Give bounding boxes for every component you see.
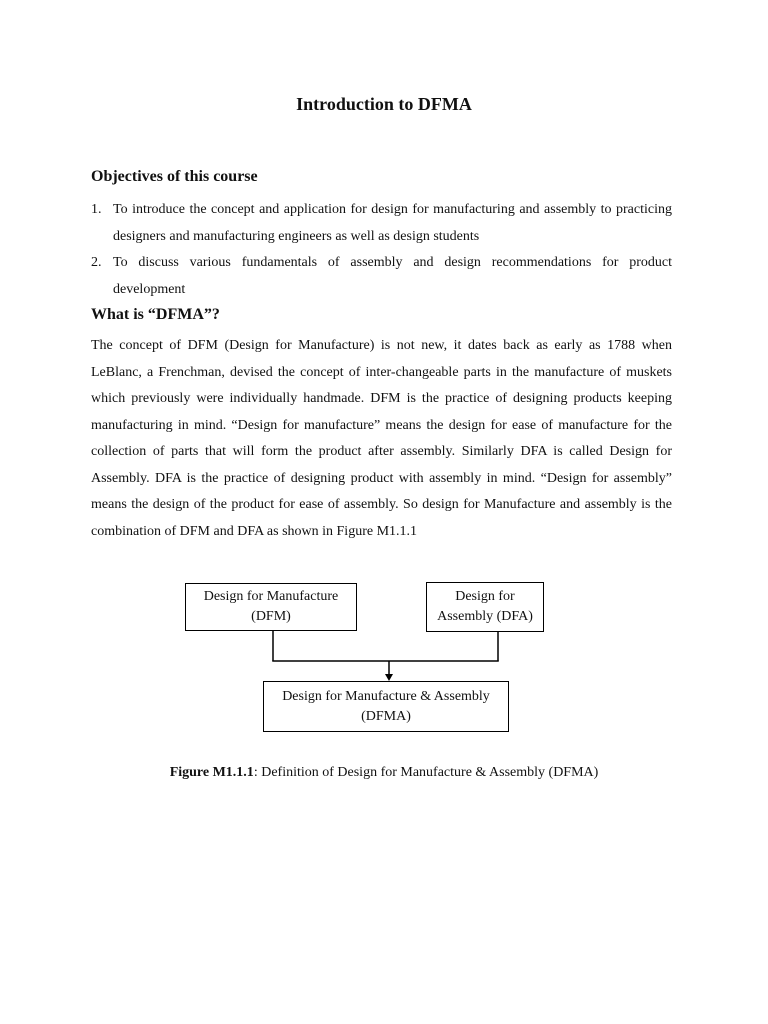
list-item-number: 2. xyxy=(91,255,102,270)
dfma-box-line1: Design for Manufacture & Assembly xyxy=(282,688,490,704)
dfm-box-line1: Design for Manufacture xyxy=(203,589,339,604)
what-is-dfma-heading: What is “DFMA”? xyxy=(91,306,220,323)
dfma-box-line2: (DFMA) xyxy=(361,708,411,724)
arrowhead-icon xyxy=(385,674,393,681)
list-item-text: To introduce the concept and application for design for manufacturing and assembly to practicing designers and manufacturing engineers as well as design students xyxy=(113,202,672,244)
dfm-box xyxy=(185,583,357,631)
figure-caption-text: : Definition of Design for Manufacture & Assembly (DFMA) xyxy=(253,765,599,780)
objectives-list xyxy=(91,197,672,303)
list-item xyxy=(91,250,672,303)
page-title: Introduction to DFMA xyxy=(296,94,472,114)
list-item-number: 1. xyxy=(91,202,102,217)
list-item-text: To discuss various fundamentals of assembly and design recommendations for product development xyxy=(113,255,672,297)
dfa-box-line1: Design for xyxy=(455,589,515,604)
dfma-box xyxy=(263,681,509,732)
objectives-heading: Objectives of this course xyxy=(91,168,258,185)
figure-caption xyxy=(0,765,768,781)
dfa-box xyxy=(426,582,544,632)
dfa-box-line2: Assembly (DFA) xyxy=(437,609,533,624)
list-item xyxy=(91,197,672,250)
figure-caption-label: Figure M1.1.1 xyxy=(169,765,254,780)
body-paragraph: The concept of DFM (Design for Manufacture) is not new, it dates back as early as 1788 when LeBlanc, a Frenchman, devised the concept of inter-changeable parts in the manufacture of muskets which previously were individually handmade. DFM is the practice of designing products keeping manufacturing in mind. “Design for manufacture” means the design for ease of manufacture for the collection of parts that will form the product after assembly. Similarly DFA is called Design for Assembly. DFA is the practice of designing product with assembly in mind. “Design for assembly” means the design of the product for ease of assembly. So design for Manufacture and assembly is the combination of DFM and DFA as shown in Figure M1.1.1 xyxy=(91,338,672,539)
dfm-box-line2: (DFM) xyxy=(251,609,291,624)
